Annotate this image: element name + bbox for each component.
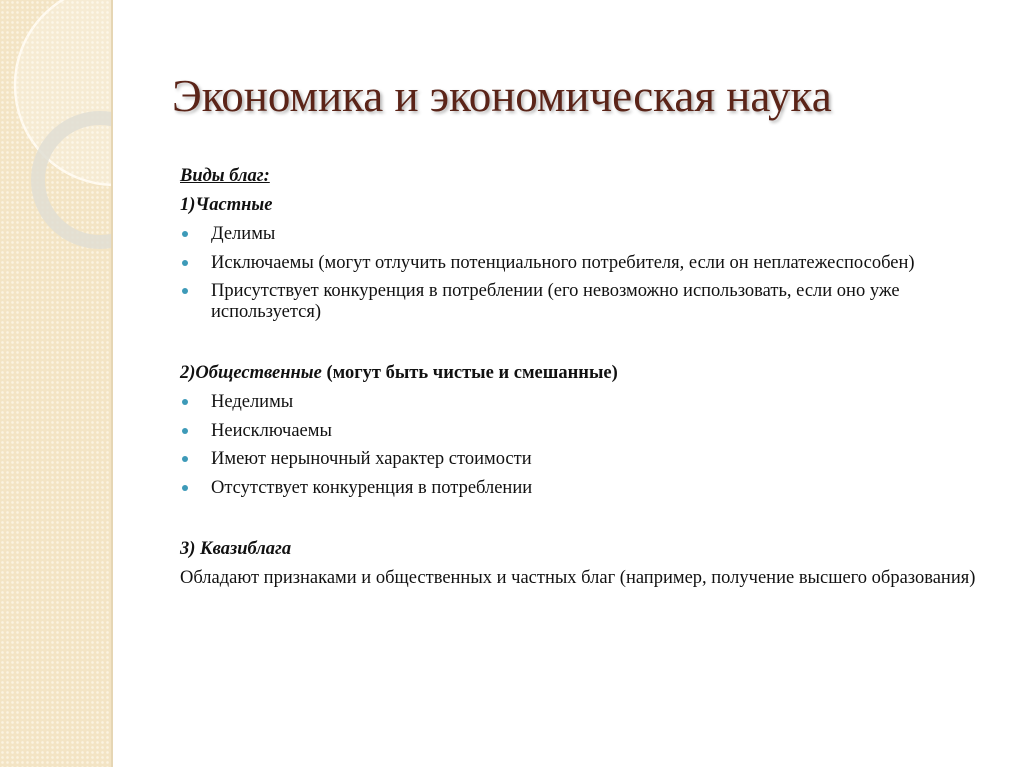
section3-text: Обладают признаками и общественных и частных благ (например, получение высшего образования) [180,568,976,588]
section2-title: 2)Общественные [180,363,322,383]
list-item [180,281,990,322]
item-text: Делимы [211,224,276,244]
decorative-circles [0,0,113,767]
bullet-icon [182,288,188,294]
bullet-icon [182,231,188,237]
item-text: Присутствует конкуренция в потреблении (его невозможно использовать, если оно уже используется) [211,281,900,322]
bullet-icon [182,399,188,405]
section2-note: (могут быть чистые и смешанные) [321,363,618,383]
item-text: Имеют нерыночный характер стоимости [211,449,532,469]
bullet-icon [182,428,188,434]
slide-content [180,162,990,589]
list-item [180,253,990,274]
section1-title: 1)Частные [180,195,273,215]
bullet-icon [182,456,188,462]
bullet-icon [182,485,188,491]
section3-title: 3) Квазиблага [180,539,292,559]
bullet-icon [182,260,188,266]
item-text: Неисключаемы [211,420,332,441]
list-item [180,449,990,470]
list-item [180,478,990,499]
section2-heading [180,359,990,388]
item-text: Неделимы [211,392,294,412]
list-item [180,224,990,245]
list-item [180,392,990,413]
item-text: Исключаемы (могут отлучить потенциального потребителя, если он неплатежеспособен) [211,252,915,273]
heading: Виды благ: [180,166,270,186]
list-item [180,421,990,442]
item-text: Отсутствует конкуренция в потреблении [211,477,533,498]
slide-title: Экономика и экономическая наука [172,71,832,121]
strip-divider [111,0,113,767]
